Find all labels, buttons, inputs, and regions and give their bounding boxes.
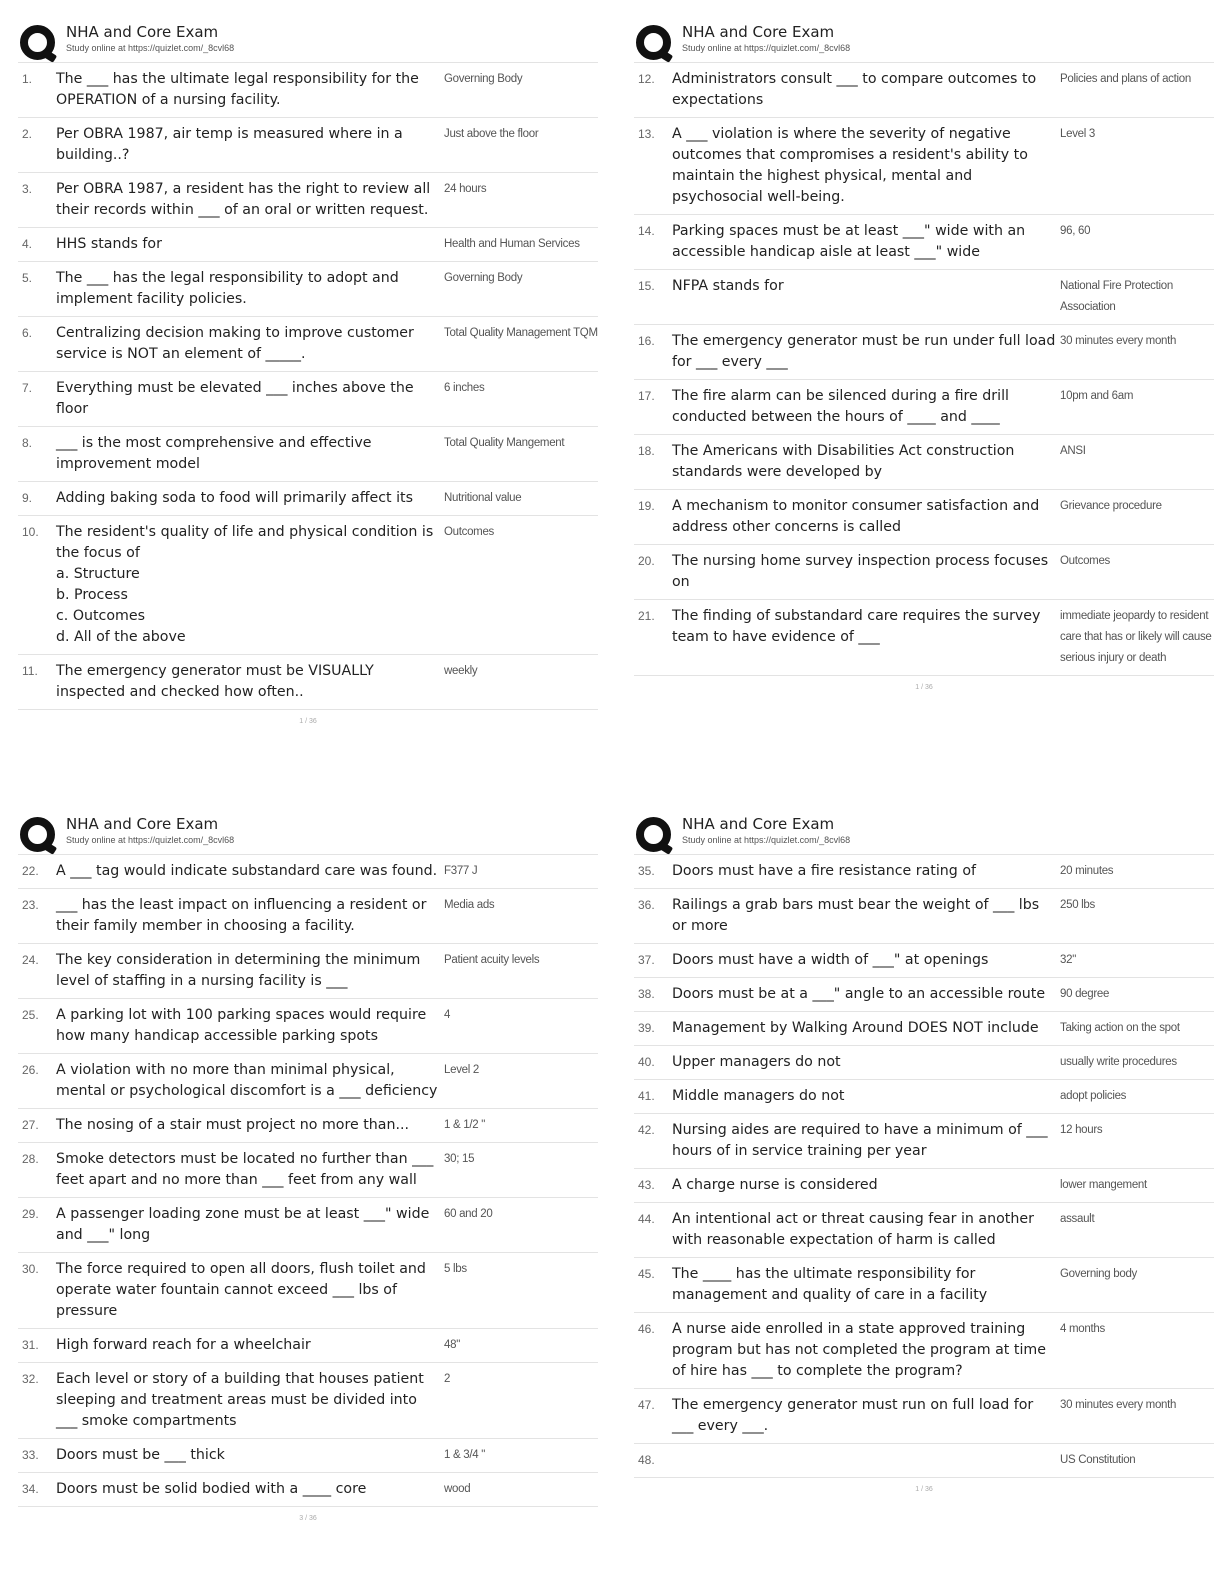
card-term: Smoke detectors must be located no further than ___ feet apart and no more than ___ feet from any wall xyxy=(56,1151,434,1188)
flashcard-row xyxy=(634,944,1214,978)
card-term: The force required to open all doors, flush toilet and operate water fountain cannot exceed ___ lbs of pressure xyxy=(56,1261,426,1319)
card-term: Per OBRA 1987, a resident has the right to review all their records within ___ of an oral or written request. xyxy=(56,181,431,218)
card-definition: lower mangement xyxy=(1060,1179,1147,1191)
card-number: 44. xyxy=(638,1212,655,1226)
page-number: 1 / 36 xyxy=(915,684,933,691)
card-term: Railings a grab bars must bear the weight of ___ lbs or more xyxy=(672,897,1040,934)
card-definition: National Fire Protection Association xyxy=(1060,280,1173,313)
card-definition: 30 minutes every month xyxy=(1060,1399,1177,1411)
card-term: A parking lot with 100 parking spaces would require how many handicap accessible parking spots xyxy=(56,1007,427,1044)
card-term: Doors must be solid bodied with a ____ core xyxy=(56,1481,367,1497)
card-definition: Total Quality Mangement xyxy=(444,437,565,449)
card-definition: 4 months xyxy=(1060,1323,1105,1335)
flashcard-row xyxy=(18,889,598,944)
page-header xyxy=(634,20,1214,62)
card-term: The emergency generator must be VISUALLY inspected and checked how often.. xyxy=(56,663,374,700)
card-definition: Just above the floor xyxy=(444,128,539,140)
flashcard-row xyxy=(18,944,598,999)
quizlet-logo-icon xyxy=(20,25,55,60)
card-number: 14. xyxy=(638,224,655,238)
study-online-link[interactable]: Study online at https://quizlet.com/_8cvl68 xyxy=(66,43,235,53)
card-number: 7. xyxy=(22,381,33,395)
card-definition: US Constitution xyxy=(1060,1454,1136,1466)
flashcard-row xyxy=(634,545,1214,600)
card-term: Administrators consult ___ to compare outcomes to expectations xyxy=(672,71,1037,108)
flashcard-row xyxy=(18,63,598,118)
card-definition: Outcomes xyxy=(444,526,495,538)
flashcard-row xyxy=(634,215,1214,270)
card-term: Everything must be elevated ___ inches above the floor xyxy=(56,380,414,417)
card-definition: Level 3 xyxy=(1060,128,1095,140)
card-term: A mechanism to monitor consumer satisfaction and address other concerns is called xyxy=(672,498,1040,535)
card-number: 48. xyxy=(638,1453,655,1467)
card-definition: 24 hours xyxy=(444,183,487,195)
card-number: 39. xyxy=(638,1021,655,1035)
page-header xyxy=(18,812,598,854)
card-term: A nurse aide enrolled in a state approved training program but has not completed the program at time of hire has ___ to complete the program? xyxy=(672,1321,1046,1379)
card-term: Adding baking soda to food will primarily affect its xyxy=(56,490,414,506)
quizlet-logo-icon xyxy=(636,25,671,60)
set-title: NHA and Core Exam xyxy=(66,815,219,833)
card-number: 16. xyxy=(638,334,655,348)
card-definition: Total Quality Management TQM xyxy=(444,327,598,339)
page-1 xyxy=(18,20,598,725)
quizlet-logo-icon xyxy=(636,817,671,852)
card-term: A ___ violation is where the severity of negative outcomes that compromises a resident's ability to maintain the highest physical, mental and psychosocial well-being. xyxy=(672,126,1028,205)
card-definition: usually write procedures xyxy=(1060,1056,1177,1068)
card-term: Nursing aides are required to have a minimum of ___ hours of in service training per year xyxy=(672,1122,1048,1159)
header-text xyxy=(682,815,850,847)
flashcard-row xyxy=(634,63,1214,118)
card-term: Doors must have a fire resistance rating of xyxy=(672,863,976,879)
card-term: The Americans with Disabilities Act construction standards were developed by xyxy=(672,443,1015,480)
card-definition: 10pm and 6am xyxy=(1060,390,1134,402)
card-number: 27. xyxy=(22,1118,39,1132)
card-term: The resident's quality of life and physical condition is the focus of a. Structure b. Process c. Outcomes d. All of the above xyxy=(56,524,434,645)
card-definition: 250 lbs xyxy=(1060,899,1095,911)
card-number: 25. xyxy=(22,1008,39,1022)
card-definition: 5 lbs xyxy=(444,1263,467,1275)
card-number: 30. xyxy=(22,1262,39,1276)
set-title: NHA and Core Exam xyxy=(682,23,835,41)
card-definition: 90 degree xyxy=(1060,988,1110,1000)
card-definition: 96, 60 xyxy=(1060,225,1091,237)
flashcard-row xyxy=(18,1198,598,1253)
card-definition: Patient acuity levels xyxy=(444,954,540,966)
card-number: 11. xyxy=(22,664,38,678)
flashcard-row xyxy=(634,1012,1214,1046)
card-number: 20. xyxy=(638,554,655,568)
card-number: 8. xyxy=(22,436,33,450)
flashcard-row xyxy=(18,1363,598,1439)
card-definition: 4 xyxy=(444,1009,451,1021)
card-number: 22. xyxy=(22,864,39,878)
page-3 xyxy=(18,812,598,1522)
flashcard-row xyxy=(18,516,598,655)
card-number: 37. xyxy=(638,953,655,967)
card-term: A ___ tag would indicate substandard care was found. xyxy=(56,863,438,879)
header-text xyxy=(682,23,850,55)
card-number: 31. xyxy=(22,1338,39,1352)
flashcard-row xyxy=(634,1444,1214,1478)
card-definition: 1 & 1/2 " xyxy=(444,1119,486,1131)
card-number: 13. xyxy=(638,127,655,141)
card-term: Centralizing decision making to improve customer service is NOT an element of _____. xyxy=(56,325,414,362)
card-number: 21. xyxy=(638,609,655,623)
flashcard-row xyxy=(18,427,598,482)
card-definition: Media ads xyxy=(444,899,495,911)
card-term: Per OBRA 1987, air temp is measured where in a building..? xyxy=(56,126,403,163)
card-definition: ANSI xyxy=(1060,445,1086,457)
page-number: 3 / 36 xyxy=(299,1515,317,1522)
flashcard-row xyxy=(634,1203,1214,1258)
card-definition: Governing Body xyxy=(444,73,523,85)
card-number: 32. xyxy=(22,1372,39,1386)
flashcard-row xyxy=(18,173,598,228)
card-term: The ____ has the ultimate responsibility for management and quality of care in a facility xyxy=(672,1266,988,1303)
card-number: 26. xyxy=(22,1063,39,1077)
card-definition: Outcomes xyxy=(1060,555,1111,567)
card-term: NFPA stands for xyxy=(672,278,784,294)
flashcard-row xyxy=(634,600,1214,676)
card-definition: 20 minutes xyxy=(1060,865,1114,877)
flashcard-row xyxy=(634,270,1214,325)
card-definition: Level 2 xyxy=(444,1064,479,1076)
set-title: NHA and Core Exam xyxy=(66,23,219,41)
flashcard-row xyxy=(634,1258,1214,1313)
card-number: 6. xyxy=(22,326,33,340)
card-definition: Policies and plans of action xyxy=(1060,73,1191,85)
card-term: Doors must be at a ___" angle to an accessible route xyxy=(672,986,1046,1002)
card-definition: 6 inches xyxy=(444,382,485,394)
card-term: The ___ has the ultimate legal responsibility for the OPERATION of a nursing facility. xyxy=(56,71,419,108)
card-term: Each level or story of a building that houses patient sleeping and treatment areas must be divided into ___ smoke compartments xyxy=(56,1371,424,1429)
card-number: 38. xyxy=(638,987,655,1001)
card-term: The fire alarm can be silenced during a fire drill conducted between the hours of ____ and ____ xyxy=(672,388,1009,425)
card-definition: weekly xyxy=(444,665,478,677)
card-term: Doors must have a width of ___" at openings xyxy=(672,952,989,968)
card-definition: 2 xyxy=(444,1373,451,1385)
page-number: 1 / 36 xyxy=(299,718,317,725)
card-definition: Health and Human Services xyxy=(444,238,580,250)
card-number: 46. xyxy=(638,1322,655,1336)
card-number: 43. xyxy=(638,1178,655,1192)
header-text xyxy=(66,23,234,55)
flashcard-row xyxy=(634,490,1214,545)
card-number: 12. xyxy=(638,72,655,86)
card-definition: F377 J xyxy=(444,865,478,877)
card-number: 34. xyxy=(22,1482,39,1496)
card-definition: Taking action on the spot xyxy=(1060,1022,1180,1034)
flashcard-row xyxy=(634,1313,1214,1389)
card-definition: immediate jeopardy to resident care that has or likely will cause serious injury or death xyxy=(1060,610,1212,664)
study-online-link[interactable]: Study online at https://quizlet.com/_8cvl68 xyxy=(682,43,851,53)
card-number: 18. xyxy=(638,444,655,458)
card-number: 42. xyxy=(638,1123,655,1137)
card-term: The key consideration in determining the minimum level of staffing in a nursing facility is ___ xyxy=(56,952,421,989)
study-online-link[interactable]: Study online at https://quizlet.com/_8cvl68 xyxy=(66,835,235,845)
card-number: 29. xyxy=(22,1207,39,1221)
card-term: Management by Walking Around DOES NOT include xyxy=(672,1020,1039,1036)
flashcard-list xyxy=(18,62,598,710)
card-term: ___ is the most comprehensive and effective improvement model xyxy=(56,435,372,472)
card-term: The nursing home survey inspection process focuses on xyxy=(672,553,1049,590)
card-number: 35. xyxy=(638,864,655,878)
page-header xyxy=(634,812,1214,854)
card-number: 28. xyxy=(22,1152,39,1166)
flashcard-row xyxy=(18,372,598,427)
card-term: HHS stands for xyxy=(56,236,162,252)
flashcard-list xyxy=(634,854,1214,1478)
flashcard-row xyxy=(18,262,598,317)
flashcard-row xyxy=(18,228,598,262)
flashcard-row xyxy=(18,482,598,516)
card-number: 9. xyxy=(22,491,33,505)
card-term: A violation with no more than minimal physical, mental or psychological discomfort is a ___ deficiency xyxy=(56,1062,438,1099)
card-definition: Grievance procedure xyxy=(1060,500,1162,512)
card-term: Parking spaces must be at least ___" wide with an accessible handicap aisle at least ___" wide xyxy=(672,223,1026,260)
card-number: 10. xyxy=(22,525,39,539)
card-number: 36. xyxy=(638,898,655,912)
flashcard-row xyxy=(634,1114,1214,1169)
card-number: 1. xyxy=(22,72,33,86)
card-number: 17. xyxy=(638,389,655,403)
card-number: 23. xyxy=(22,898,39,912)
card-definition: adopt policies xyxy=(1060,1090,1127,1102)
page-number: 1 / 36 xyxy=(915,1486,933,1493)
card-definition: Governing body xyxy=(1060,1268,1137,1280)
flashcard-row xyxy=(634,1046,1214,1080)
card-term: An intentional act or threat causing fear in another with reasonable expectation of harm is called xyxy=(672,1211,1034,1248)
flashcard-row xyxy=(18,855,598,889)
flashcard-row xyxy=(18,1253,598,1329)
card-number: 3. xyxy=(22,182,33,196)
card-definition: 32" xyxy=(1060,954,1076,966)
card-definition: 30 minutes every month xyxy=(1060,335,1177,347)
card-term: A passenger loading zone must be at least ___" wide and ___" long xyxy=(56,1206,430,1243)
card-definition: 1 & 3/4 " xyxy=(444,1449,486,1461)
flashcard-row xyxy=(18,1109,598,1143)
card-term: High forward reach for a wheelchair xyxy=(56,1337,311,1353)
card-number: 24. xyxy=(22,953,39,967)
flashcard-row xyxy=(18,1143,598,1198)
card-number: 40. xyxy=(638,1055,655,1069)
flashcard-row xyxy=(18,1473,598,1507)
flashcard-row xyxy=(634,1389,1214,1444)
card-term: The emergency generator must run on full load for ___ every ___. xyxy=(672,1397,1034,1434)
card-number: 19. xyxy=(638,499,655,513)
card-term: A charge nurse is considered xyxy=(672,1177,878,1193)
card-definition: 60 and 20 xyxy=(444,1208,493,1220)
flashcard-row xyxy=(634,325,1214,380)
page-2 xyxy=(634,20,1214,691)
quizlet-logo-icon xyxy=(20,817,55,852)
card-definition: 12 hours xyxy=(1060,1124,1103,1136)
card-term: The emergency generator must be run under full load for ___ every ___ xyxy=(672,333,1056,370)
card-term: ___ has the least impact on influencing a resident or their family member in choosing a facility. xyxy=(56,897,427,934)
card-definition: wood xyxy=(444,1483,471,1495)
card-number: 47. xyxy=(638,1398,655,1412)
page-header xyxy=(18,20,598,62)
page-4 xyxy=(634,812,1214,1493)
card-definition: 48" xyxy=(444,1339,460,1351)
card-term: The nosing of a stair must project no more than... xyxy=(56,1117,409,1133)
flashcard-row xyxy=(634,435,1214,490)
flashcard-row xyxy=(18,317,598,372)
card-definition: assault xyxy=(1060,1213,1095,1225)
flashcard-row xyxy=(634,118,1214,215)
card-number: 2. xyxy=(22,127,33,141)
card-term: The finding of substandard care requires the survey team to have evidence of ___ xyxy=(672,608,1041,645)
flashcard-row xyxy=(634,889,1214,944)
flashcard-list xyxy=(634,62,1214,676)
flashcard-row xyxy=(18,655,598,710)
flashcard-row xyxy=(634,855,1214,889)
flashcard-row xyxy=(634,978,1214,1012)
card-definition: Governing Body xyxy=(444,272,523,284)
flashcard-row xyxy=(18,1439,598,1473)
card-definition: 30; 15 xyxy=(444,1153,475,1165)
flashcard-list xyxy=(18,854,598,1507)
card-number: 45. xyxy=(638,1267,655,1281)
card-term: The ___ has the legal responsibility to adopt and implement facility policies. xyxy=(56,270,399,307)
flashcard-row xyxy=(634,1080,1214,1114)
flashcard-row xyxy=(634,380,1214,435)
flashcard-row xyxy=(18,1329,598,1363)
flashcard-row xyxy=(18,999,598,1054)
flashcard-row xyxy=(18,1054,598,1109)
card-number: 5. xyxy=(22,271,33,285)
card-definition: Nutritional value xyxy=(444,492,522,504)
card-term: Doors must be ___ thick xyxy=(56,1447,225,1463)
set-title: NHA and Core Exam xyxy=(682,815,835,833)
flashcard-row xyxy=(634,1169,1214,1203)
study-online-link[interactable]: Study online at https://quizlet.com/_8cvl68 xyxy=(682,835,851,845)
card-number: 33. xyxy=(22,1448,39,1462)
flashcard-row xyxy=(18,118,598,173)
card-number: 4. xyxy=(22,237,33,251)
card-number: 41. xyxy=(638,1089,655,1103)
card-term: Middle managers do not xyxy=(672,1088,845,1104)
card-number: 15. xyxy=(638,279,655,293)
card-term: Upper managers do not xyxy=(672,1054,841,1070)
header-text xyxy=(66,815,234,847)
